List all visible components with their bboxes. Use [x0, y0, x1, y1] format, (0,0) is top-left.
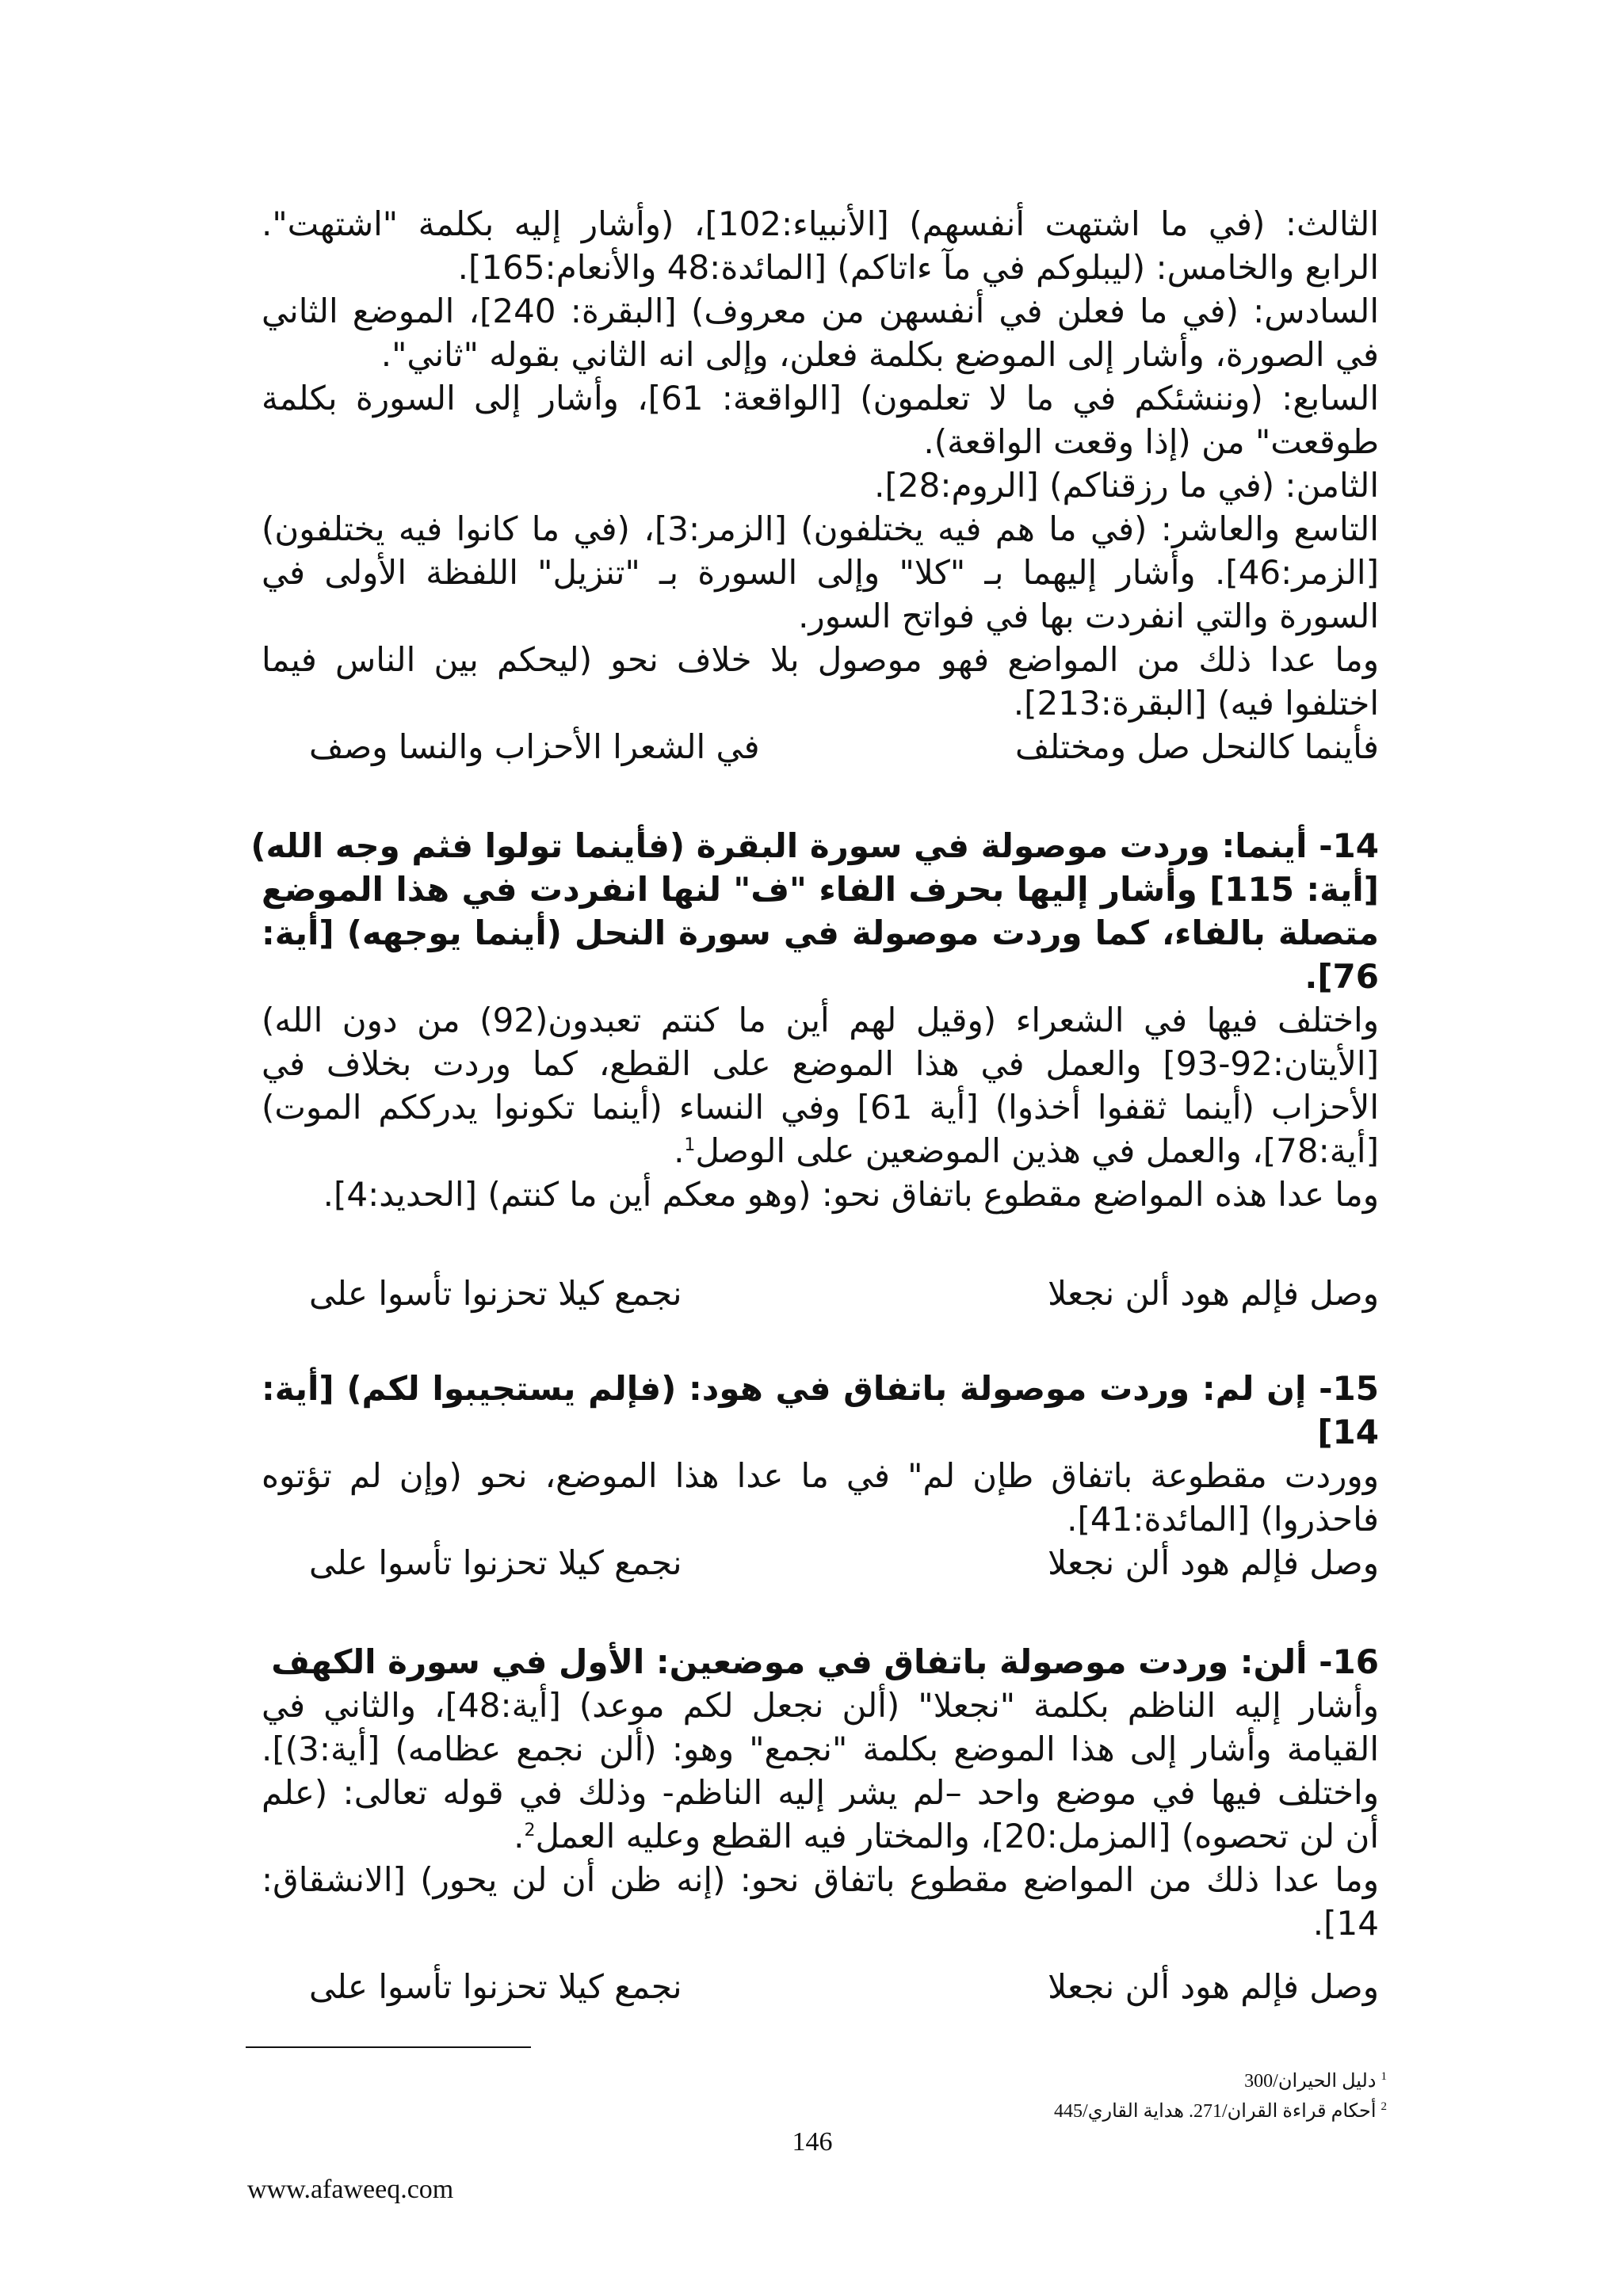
section-heading-line: 16- ألن: وردت موصولة باتفاق في موضعين: الأول في سورة الكهف: [271, 1642, 1379, 1681]
footnote: [991, 2096, 1387, 2126]
text-line: التاسع والعاشر: (في ما هم فيه يختلفون) [الزمر:3]، (في ما كانوا فيه يختلفون): [262, 509, 1379, 548]
text-line: [262, 1129, 1379, 1173]
text-line: السادس: (في ما فعلن في أنفسهن من معروف) [البقرة: 240]، الموضع الثاني: [262, 292, 1379, 330]
text-line: القيامة وأشار إلى هذا الموضع بكلمة "نجمع" وهو: (ألن نجمع عظامه) [أية:3)].: [262, 1730, 1379, 1768]
poem-verse: [309, 725, 1379, 769]
footnote-number: 1: [1381, 2070, 1387, 2083]
text-line: الأحزاب (أينما ثقفوا أخذوا) [أية 61] وفي النساء (أينما تكونوا يدرككم الموت): [262, 1088, 1380, 1127]
website-url: www.afaweeq.com: [247, 2175, 454, 2204]
text-line: [الزمر:46]. وأشار إليهما بـ "كلا" وإلى السورة بـ "تنزيل" اللفظة الأولى في: [262, 553, 1379, 592]
text-line: 14]: [1317, 1413, 1379, 1451]
verse-first-hemistich: وصل فإلم هود ألن نجعلا: [1048, 1543, 1379, 1582]
section-15: [262, 1367, 1379, 1541]
poem-verse: [309, 1541, 1379, 1585]
occurrences-paragraph: [262, 202, 1379, 725]
text-line: متصلة بالفاء، كما وردت موصولة في سورة النحل (أينما يوجهه) [أية:: [262, 913, 1379, 952]
section-14: [250, 824, 1380, 1216]
text-line: اختلفوا فيه) [البقرة:213].: [1013, 684, 1379, 723]
line-end: .: [514, 1817, 525, 1855]
footnote-divider: [246, 2046, 531, 2048]
text-line: [الأيتان:92-93] والعمل في هذا الموضع على القطع، كما وردت بخلاف في: [262, 1044, 1379, 1083]
verse-first-hemistich: وصل فإلم هود ألن نجعلا: [1048, 1967, 1379, 2006]
section-16: [262, 1640, 1379, 1945]
text-line: وما عدا هذه المواضع مقطوع باتفاق نحو: (وهو معكم أين ما كنتم) [الحديد:4].: [323, 1175, 1379, 1214]
verse-first-hemistich: فأينما كالنحل صل ومختلف: [1015, 727, 1379, 766]
verse-second-hemistich: نجمع كيلا تحزنوا تأسوا على: [309, 1967, 682, 2006]
text-line: ووردت مقطوعة باتفاق طإن لم" في ما عدا هذا الموضع، نحو (وإن لم تؤتوه: [262, 1456, 1379, 1495]
text-line: واختلف فيها في الشعراء (وقيل لهم أين ما كنتم تعبدون(92) من دون الله): [262, 1001, 1379, 1039]
text-line: الثامن: (في ما رزقناكم) [الروم:28].: [874, 466, 1379, 505]
text-line: واختلف فيها في موضع واحد –لم يشر إليه الناظم- وذلك في قوله تعالى: (علم: [262, 1773, 1379, 1812]
text-line: الثالث: (في ما اشتهت أنفسهم) [الأنبياء:102]، (وأشار إليه بكلمة "اشتهت".: [262, 204, 1379, 243]
text-line: 76].: [1304, 957, 1379, 996]
footnote-text: أحكام قراءة القران/271. هداية القاري/445: [1054, 2101, 1377, 2122]
verse-second-hemistich: نجمع كيلا تحزنوا تأسوا على: [309, 1274, 682, 1313]
text-line: [أية: 115] وأشار إليها بحرف الفاء "ف" لنها انفردت في هذا الموضع: [262, 870, 1379, 909]
footnote-ref: 1: [684, 1135, 696, 1155]
poem-verse: [309, 1965, 1379, 2008]
line-text: أن لن تحصوه) [المزمل:20]، والمختار فيه القطع وعليه العمل: [535, 1817, 1379, 1855]
text-line: [262, 1814, 1379, 1858]
page-number: 146: [792, 2127, 833, 2157]
text-line: السابع: (وننشئكم في ما لا تعلمون) [الواقعة: 61]، وأشار إلى السورة بكلمة: [262, 379, 1379, 418]
verse-second-hemistich: نجمع كيلا تحزنوا تأسوا على: [309, 1543, 682, 1582]
text-line: وأشار إليه الناظم بكلمة "نجعلا" (ألن نجعل لكم موعد) [أية:48]، والثاني في: [262, 1686, 1379, 1725]
text-line: في الصورة، وأشار إلى الموضع بكلمة فعلن، وإلى انه الثاني بقوله "ثاني".: [380, 335, 1379, 374]
verse-second-hemistich: في الشعرا الأحزاب والنسا وصف: [309, 727, 760, 766]
line-text: [أية:78]، والعمل في هذين الموضعين على الوصل: [695, 1131, 1379, 1170]
text-line: 14].: [1312, 1904, 1379, 1943]
poem-verse: [309, 1272, 1379, 1315]
line-end: .: [674, 1131, 685, 1170]
footnote-number: 2: [1381, 2100, 1387, 2113]
footnote-text: دليل الحيران/300: [1244, 2071, 1377, 2092]
text-line: وما عدا ذلك من المواضع فهو موصول بلا خلاف نحو (ليحكم بين الناس فيما: [262, 640, 1379, 679]
section-heading-line: 14- أينما: وردت موصولة في سورة البقرة (فأينما تولوا فثم وجه الله): [250, 826, 1379, 865]
footnote-ref: 2: [524, 1821, 536, 1840]
footnotes: [991, 2066, 1387, 2126]
text-line: وما عدا ذلك من المواضع مقطوع باتفاق نحو: (إنه ظن أن لن يحور) [الانشقاق:: [262, 1860, 1379, 1899]
text-line: السورة والتي انفردت بها في فواتح السور.: [798, 597, 1379, 635]
text-line: فاحذروا) [المائدة:41].: [1067, 1500, 1379, 1539]
footnote: [991, 2066, 1387, 2096]
text-line: الرابع والخامس: (ليبلوكم في مآ ءاتاكم) [المائدة:48 والأنعام:165].: [457, 248, 1379, 287]
section-heading-line: 15- إن لم: وردت موصولة باتفاق في هود: (فإلم يستجيبوا لكم) [أية:: [262, 1369, 1379, 1408]
verse-first-hemistich: وصل فإلم هود ألن نجعلا: [1048, 1274, 1379, 1313]
text-line: طوقعت" من (إذا وقعت الواقعة).: [923, 422, 1379, 461]
